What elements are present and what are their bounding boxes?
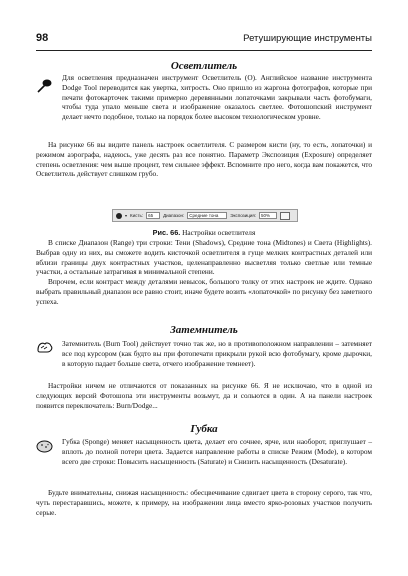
page-header xyxy=(36,30,372,51)
paragraph: На рисунке 66 вы видите панель настроек осветлителя. С размером кисти (ну, то есть, лопаточки) и режимом аэрографа, надеюсь, уже десять раз все понятно. Параметр Экспозиция (Exposure) определяет степень осветления: чем выше процент, тем сильнее эффект. Вспомните про него, когда вам покажется, что Осветлитель действует слишком грубо. xyxy=(36,140,372,179)
brush-size-value: 65 xyxy=(148,213,154,218)
burn-settings-text xyxy=(36,381,372,410)
exposure-value: 50% xyxy=(261,213,271,218)
dodge-intro-text xyxy=(62,73,372,122)
paragraph: Будьте внимательны, снижая насыщенность: обесцвечивание сдвигает цвета в сторону серого, так что, чуть перестаравшись, можете, к примеру, на изображении лица вместо ярко-розовых участков получить серые. xyxy=(36,488,372,517)
exposure-input[interactable] xyxy=(259,212,277,219)
brush-label: Кисть: xyxy=(130,213,144,218)
range-select[interactable] xyxy=(187,212,227,219)
brush-size-picker[interactable] xyxy=(146,212,160,219)
sponge-tool-icon xyxy=(36,440,53,453)
sponge-warning-text xyxy=(36,488,372,517)
figure-caption-text: Настройки осветлителя xyxy=(182,228,256,237)
burn-intro-text xyxy=(62,339,372,368)
paragraph: Настройки ничем не отличаются от показанных на рисунке 66. Я не исключаю, что в одной из следующих версий Фотошопа эти инструменты возьмут, да и сольются в один. А на панели настроек появится переключатель: Burn/Dodge... xyxy=(36,381,372,410)
exposure-label: Экспозиция: xyxy=(230,213,257,218)
range-select-value: Средние тона xyxy=(189,213,219,218)
section-title-dodge: Осветлитель xyxy=(170,60,238,72)
sponge-intro-text xyxy=(62,437,372,466)
paragraph: Затемнитель (Burn Tool) действует точно так же, но в противоположном направлении – затемняет все под курсором (как будто вы при фотопечати прикрыли рукой всю фотобумагу, кроме дырочки, в которую падает больше света, отчего изображение темнеет). xyxy=(62,339,372,368)
dodge-tool-preset-icon[interactable] xyxy=(116,213,122,219)
paragraph: Губка (Sponge) меняет насыщенность цвета, делает его сочнее, ярче, или наоборот, приглушает – вплоть до полной потери цвета. Задается направление работы в списке Режим (Mode), в котором всего две строки: Повысить насыщенность (Saturate) и Снизить насыщенность (Desaturate). xyxy=(62,437,372,466)
section-title-sponge: Губка xyxy=(190,423,218,435)
page-number: 98 xyxy=(36,32,49,44)
figure-caption-label: Рис. 66. xyxy=(152,228,181,237)
running-title: Ретуширующие инструменты xyxy=(243,33,372,44)
burn-tool-icon xyxy=(36,340,54,354)
paragraph: Впрочем, если контраст между деталями невысок, большого толку от этих настроек не ждите. Однако выбрать правильный диапазон все равно стоит, иначе будете возить «лопаточкой» по рисунку без заметного успеха. xyxy=(36,277,372,306)
dodge-settings-text xyxy=(36,140,372,179)
paragraph: В списке Диапазон (Range) три строки: Тени (Shadows), Средние тона (Midtones) и Света (Highlights). Выбрав одну из них, вы сможете водить кисточкой осветлителя в гуще мелких контрастных деталей или вблизи границы двух контрастных участков, целенаправленно высветляя только светлые или темные участки, а остальные затрагивая в минимальной степени. xyxy=(36,238,372,277)
paragraph: Для осветления предназначен инструмент Осветлитель (O). Английское название инструмента Dodge Tool переводится как увертка, хитрость. Оно пришло из жаргона фотографов, которые при печати фотокарточек такими примерно деревянными лопаточками закрывали часть фотобумаги, чтобы туда упало меньше света и изображение оказалось светлее. Фотошопский инструмент делает нечто подобное, только на порядок более высоком технологическом уровне. xyxy=(62,73,372,121)
airbrush-icon[interactable] xyxy=(280,212,290,220)
dodge-options-toolbar xyxy=(112,209,298,222)
figure-caption xyxy=(36,228,372,237)
section-title-burn: Затемнитель xyxy=(170,324,238,336)
dodge-range-text xyxy=(36,238,372,306)
dodge-tool-icon xyxy=(36,78,52,94)
chevron-down-icon[interactable]: ▾ xyxy=(125,213,128,218)
range-label: Диапазон: xyxy=(163,213,185,218)
